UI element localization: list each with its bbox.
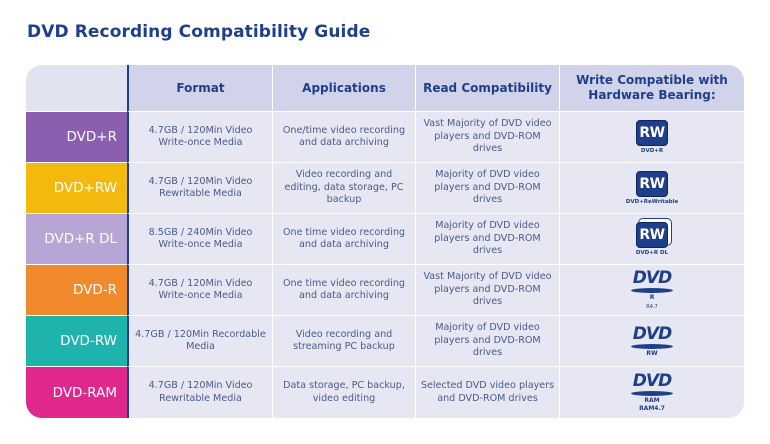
format-cell: 4.7GB / 120Min Video Rewritable Media bbox=[127, 366, 272, 418]
rw-dl-logo-icon: RW bbox=[636, 222, 668, 248]
applications-cell: Data storage, PC backup, video editing bbox=[272, 366, 415, 418]
write-logo-cell bbox=[559, 111, 744, 162]
write-logo-cell bbox=[559, 162, 744, 213]
read-compatibility-cell: Majority of DVD video players and DVD-ROM drives bbox=[415, 315, 559, 366]
header-read-compatibility: Read Compatibility bbox=[415, 65, 559, 111]
write-logo-cell bbox=[559, 213, 744, 264]
applications-cell: Video recording and editing, data storage, PC backup bbox=[272, 162, 415, 213]
read-compatibility-cell: Majority of DVD video players and DVD-ROM drives bbox=[415, 162, 559, 213]
logo-sub-label: R bbox=[649, 294, 655, 301]
header-format: Format bbox=[127, 65, 272, 111]
header-corner bbox=[26, 65, 127, 111]
logo-sub-label-2: RAM4.7 bbox=[639, 405, 665, 412]
rw-logo-icon: RW bbox=[636, 171, 668, 197]
logo-caption: DVD+ReWritable bbox=[625, 199, 679, 205]
row-label: DVD-RW bbox=[26, 315, 127, 366]
read-compatibility-cell: Vast Majority of DVD video players and DVD-ROM drives bbox=[415, 264, 559, 315]
applications-cell: One time video recording and data archiving bbox=[272, 213, 415, 264]
page-title: DVD Recording Compatibility Guide bbox=[27, 22, 371, 42]
read-compatibility-cell: Selected DVD video players and DVD-ROM drives bbox=[415, 366, 559, 418]
logo-sub-note: R4.7 bbox=[646, 304, 658, 310]
table-grid bbox=[26, 65, 744, 418]
disc-icon bbox=[631, 288, 673, 293]
format-cell: 4.7GB / 120Min Video Write-once Media bbox=[127, 111, 272, 162]
compatibility-table bbox=[26, 65, 744, 418]
logo-sub-label: RAM bbox=[644, 397, 660, 404]
header-applications: Applications bbox=[272, 65, 415, 111]
applications-cell: One/time video recording and data archiving bbox=[272, 111, 415, 162]
read-compatibility-cell: Majority of DVD video players and DVD-ROM drives bbox=[415, 213, 559, 264]
dvd-logo-icon: DVD bbox=[632, 371, 672, 391]
format-cell: 8.5GB / 240Min Video Write-once Media bbox=[127, 213, 272, 264]
write-logo-cell bbox=[559, 366, 744, 418]
row-label: DVD+RW bbox=[26, 162, 127, 213]
rw-logo-icon: RW bbox=[636, 120, 668, 146]
format-cell: 4.7GB / 120Min Recordable Media bbox=[127, 315, 272, 366]
disc-icon bbox=[631, 344, 673, 349]
logo-caption: DVD+R DL bbox=[635, 250, 669, 256]
disc-icon bbox=[631, 391, 673, 396]
applications-cell: Video recording and streaming PC backup bbox=[272, 315, 415, 366]
write-logo-cell bbox=[559, 264, 744, 315]
logo-caption: DVD+R bbox=[640, 148, 664, 154]
row-label: DVD+R bbox=[26, 111, 127, 162]
row-label: DVD+R DL bbox=[26, 213, 127, 264]
logo-sub-label: RW bbox=[646, 349, 658, 357]
format-cell: 4.7GB / 120Min Video Rewritable Media bbox=[127, 162, 272, 213]
read-compatibility-cell: Vast Majority of DVD video players and DVD-ROM drives bbox=[415, 111, 559, 162]
header-write-compatible: Write Compatible with Hardware Bearing: bbox=[559, 65, 744, 111]
dvd-logo-icon: DVD bbox=[632, 268, 672, 288]
row-label: DVD-R bbox=[26, 264, 127, 315]
write-logo-cell bbox=[559, 315, 744, 366]
applications-cell: One time video recording and data archiving bbox=[272, 264, 415, 315]
format-cell: 4.7GB / 120Min Video Write-once Media bbox=[127, 264, 272, 315]
row-label: DVD-RAM bbox=[26, 366, 127, 418]
dvd-logo-icon: DVD bbox=[632, 323, 672, 344]
